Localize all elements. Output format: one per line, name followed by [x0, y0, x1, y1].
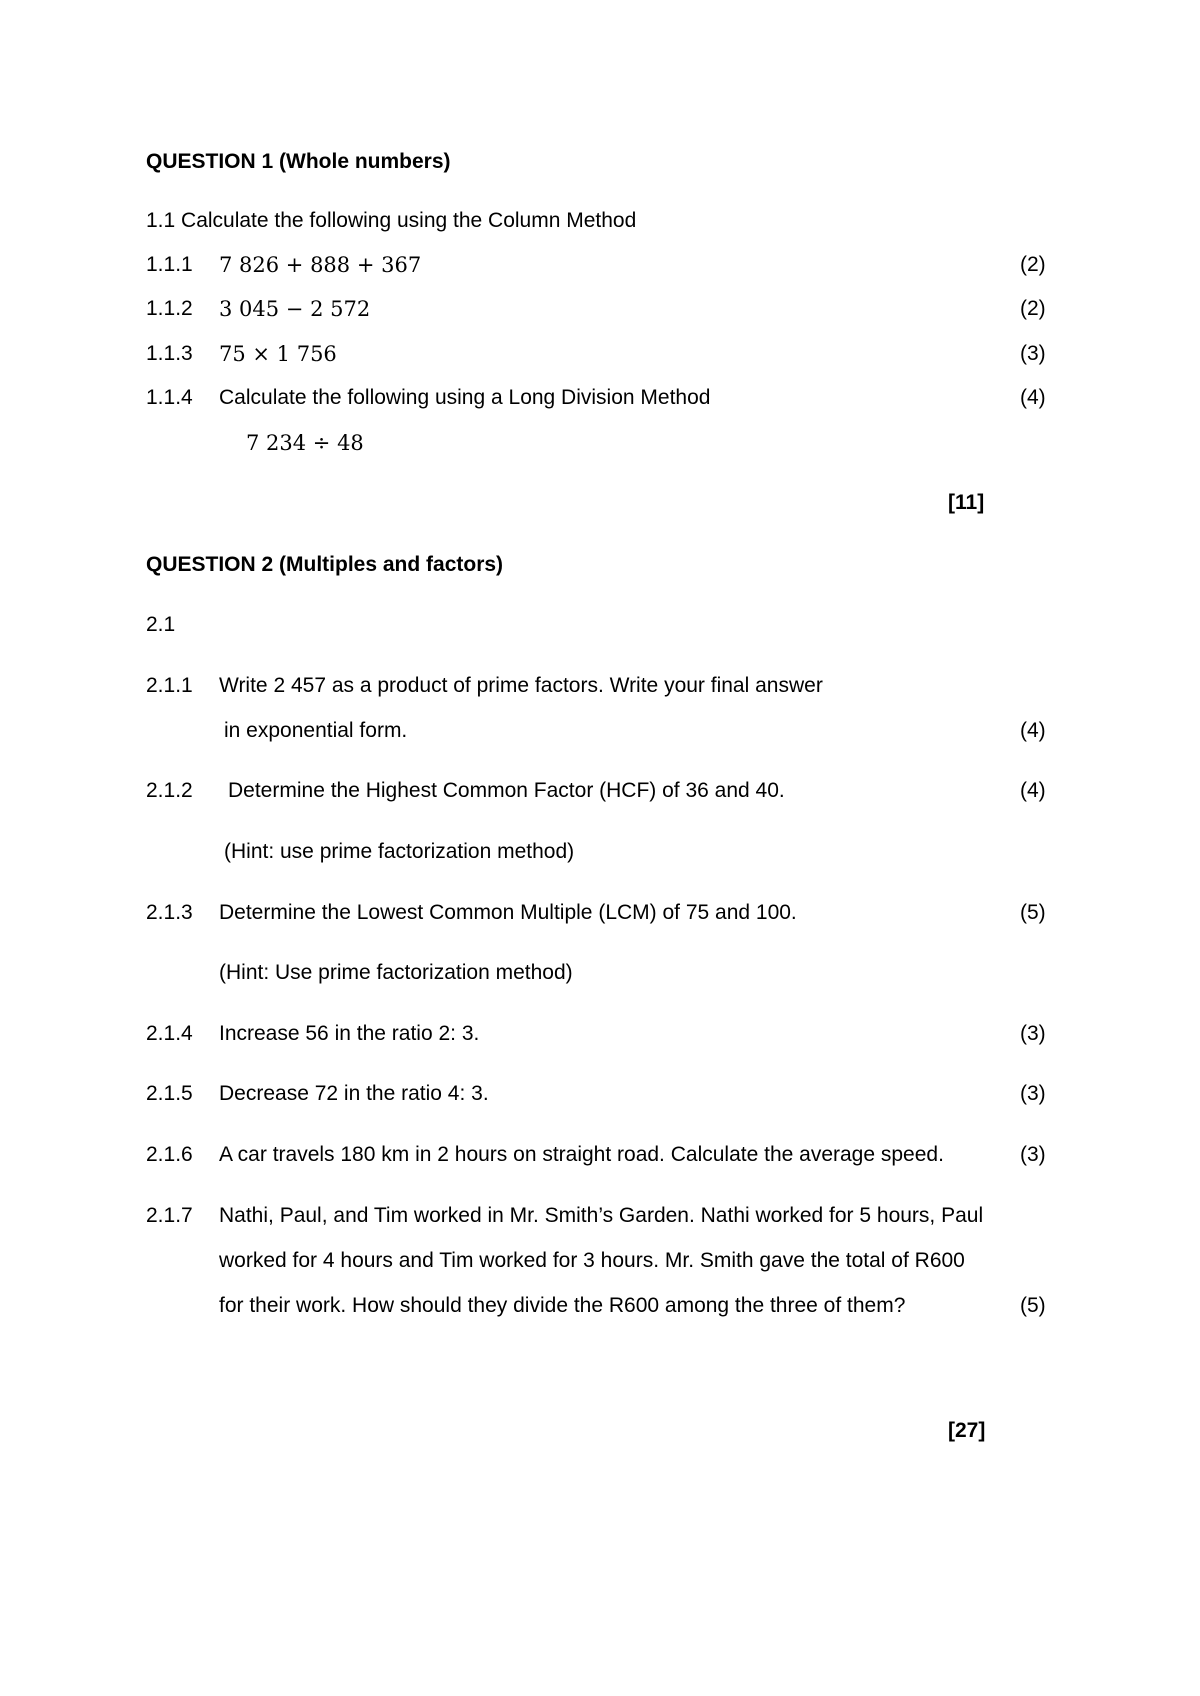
item-number: 2.1.6 — [146, 1143, 193, 1166]
question-2-1-label: 2.1 — [146, 613, 176, 636]
item-number: 2.1.7 — [146, 1204, 193, 1227]
item-text: for their work. How should they divide the R600 among the three of them? — [219, 1294, 906, 1317]
total-marks: [11] — [948, 491, 985, 514]
item-number: 1.1.4 — [146, 386, 193, 409]
question-2-heading: QUESTION 2 (Multiples and factors) — [146, 553, 504, 576]
item-number: 2.1.1 — [146, 674, 193, 697]
item-marks: (5) — [1020, 901, 1046, 924]
item-number: 1.1.2 — [146, 297, 193, 320]
item-expression: 3 045 − 2 572 — [219, 297, 371, 321]
item-marks: (3) — [1020, 1143, 1046, 1166]
item-number: 2.1.4 — [146, 1022, 193, 1045]
item-text: Write 2 457 as a product of prime factors. Write your final answer — [219, 674, 823, 697]
item-text: in exponential form. — [224, 719, 408, 742]
item-text: A car travels 180 km in 2 hours on straight road. Calculate the average speed. — [219, 1143, 944, 1166]
question-1-1-intro: 1.1 Calculate the following using the Column Method — [146, 209, 637, 232]
item-expression: 7 826 + 888 + 367 — [219, 253, 422, 277]
item-text: Increase 56 in the ratio 2: 3. — [219, 1022, 480, 1045]
item-hint: (Hint: Use prime factorization method) — [219, 961, 573, 984]
item-text: Decrease 72 in the ratio 4: 3. — [219, 1082, 489, 1105]
item-text: Nathi, Paul, and Tim worked in Mr. Smith’s Garden. Nathi worked for 5 hours, Paul — [219, 1204, 984, 1227]
item-number: 2.1.3 — [146, 901, 193, 924]
item-number: 2.1.5 — [146, 1082, 193, 1105]
item-hint: (Hint: use prime factorization method) — [224, 840, 575, 863]
item-marks: (2) — [1020, 253, 1046, 276]
item-text: Calculate the following using a Long Division Method — [219, 386, 711, 409]
item-text: Determine the Lowest Common Multiple (LCM) of 75 and 100. — [219, 901, 797, 924]
item-number: 1.1.1 — [146, 253, 193, 276]
item-marks: (5) — [1020, 1294, 1046, 1317]
item-marks: (4) — [1020, 386, 1046, 409]
item-marks: (3) — [1020, 1022, 1046, 1045]
total-marks: [27] — [948, 1419, 986, 1442]
item-expression: 75 × 1 756 — [219, 342, 337, 366]
item-number: 1.1.3 — [146, 342, 193, 365]
item-number: 2.1.2 — [146, 779, 193, 802]
item-text: Determine the Highest Common Factor (HCF) of 36 and 40. — [228, 779, 785, 802]
item-marks: (3) — [1020, 342, 1046, 365]
item-marks: (3) — [1020, 1082, 1046, 1105]
item-marks: (4) — [1020, 779, 1046, 802]
item-text: worked for 4 hours and Tim worked for 3 hours. Mr. Smith gave the total of R600 — [219, 1249, 965, 1272]
item-marks: (4) — [1020, 719, 1046, 742]
item-marks: (2) — [1020, 297, 1046, 320]
question-1-heading: QUESTION 1 (Whole numbers) — [146, 150, 451, 173]
division-expression: 7 234 ÷ 48 — [246, 431, 364, 455]
